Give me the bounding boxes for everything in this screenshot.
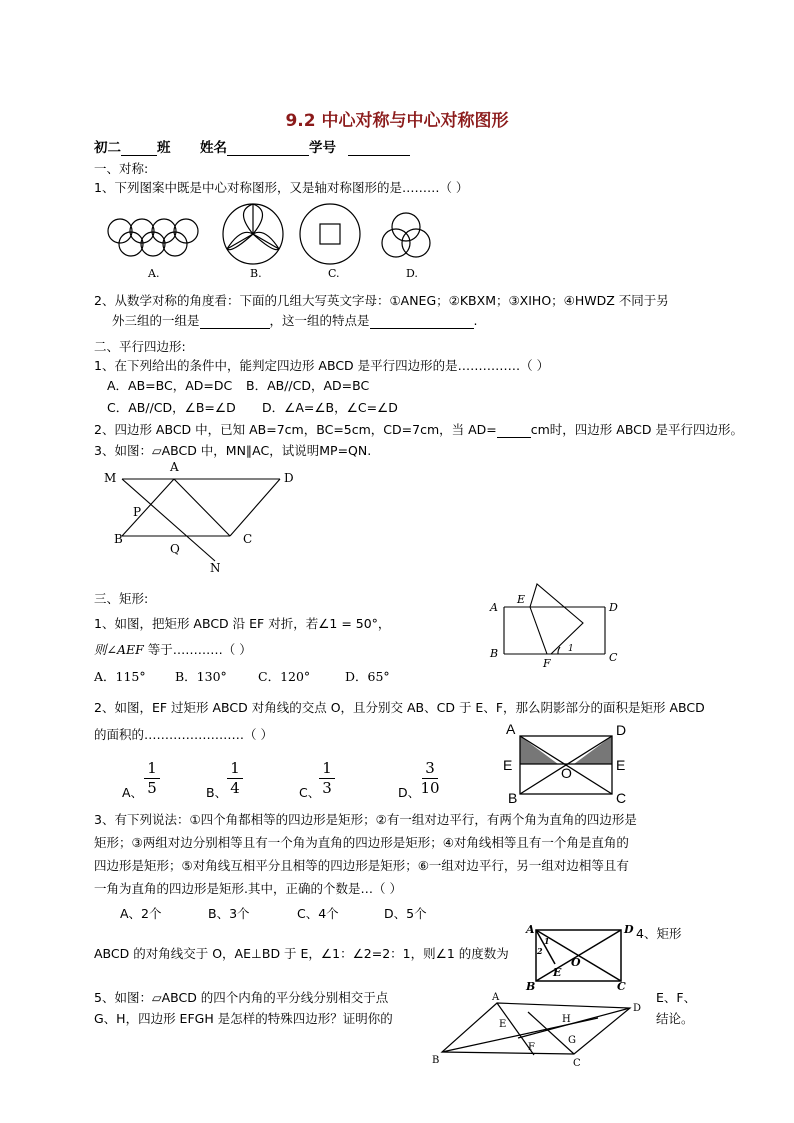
sec2-q1-opt-c: C．AB//CD，∠B=∠D	[107, 400, 236, 415]
frac-c-den: 3	[322, 779, 332, 797]
sec3-q3-line3: 四边形是矩形；⑤对角线互相平分且相等的四边形是矩形；⑥一组对边平行，另一组对边相等且有	[94, 858, 629, 873]
sec2-q1-opt-a: A．AB=BC，AD=DC	[107, 378, 233, 393]
q2-text-a: 外三组的一组是	[112, 313, 200, 328]
q2-opt-b-letter: B、	[206, 785, 228, 800]
diag-label-a: A	[526, 923, 535, 936]
bis-label-d: D	[633, 1003, 642, 1014]
shade-label-e-right: E	[616, 757, 626, 773]
sec3-q5-line2-right: 结论。	[656, 1011, 694, 1026]
section2-heading: 二、平行四边形:	[94, 339, 186, 354]
diag-label-o: O	[571, 956, 581, 969]
shade-label-d: D	[616, 722, 627, 738]
frac-d-den: 10	[420, 779, 440, 797]
q2-opt-d-letter: D、	[398, 785, 421, 800]
sec1-q2-line1: 2、从数学对称的角度看：下面的几组大写英文字母：①ANEG；②KBXM；③XIHO；④HWDZ 不同于另	[94, 293, 669, 308]
diag-label-d: D	[624, 923, 634, 936]
shade-label-b: B	[508, 790, 518, 806]
symmetry-patterns-figure	[104, 203, 444, 265]
sec3-q1-opt-c: C．120°	[258, 669, 311, 684]
fold-label-f: F	[543, 657, 551, 669]
shade-label-c: C	[616, 790, 627, 806]
shade-label-o: O	[561, 765, 572, 781]
sec3-q1-line1: 1、如图，把矩形 ABCD 沿 EF 对折，若∠1 = 50°，	[94, 616, 391, 631]
q2-blank-1[interactable]	[200, 315, 270, 329]
q2-text-c: .	[473, 313, 478, 328]
class-blank[interactable]	[121, 142, 157, 156]
label-n: N	[210, 561, 221, 575]
frac-b-den: 4	[230, 779, 240, 797]
fold-label-1: 1	[568, 644, 574, 654]
sec3-q1-opt-a: A．115°	[94, 669, 146, 684]
q2-text-b: ，这一组的特点是	[269, 313, 370, 328]
sec3-q5-line1-right: E、F、	[656, 990, 697, 1005]
label-q: Q	[170, 542, 180, 556]
class-label: 班	[157, 140, 171, 156]
sec2-q1: 1、在下列给出的条件中，能判定四边形 ABCD 是平行四边形的是……………（ ）	[94, 358, 550, 373]
diag-label-2: 2	[537, 946, 543, 956]
q2-opt-b-fraction	[224, 760, 246, 797]
bis-label-c: C	[573, 1058, 581, 1069]
sec3-q3-line4: 一角为直角的四边形是矩形.其中，正确的个数是…（ ）	[94, 881, 402, 896]
sec2-q2-blank[interactable]	[497, 424, 531, 438]
header-name	[200, 140, 410, 156]
pattern-label-a: A.	[148, 267, 160, 280]
frac-b-num: 1	[230, 759, 240, 777]
trefoil-pattern	[382, 213, 430, 257]
label-p: P	[133, 505, 142, 519]
sec1-q2-line2	[112, 313, 478, 329]
id-label: 学号	[309, 140, 336, 156]
frac-a-den: 5	[147, 779, 157, 797]
sec1-q1: 1、下列图案中既是中心对称图形，又是轴对称图形的是………（ ）	[94, 180, 469, 195]
circle-three-arcs-pattern	[223, 204, 283, 264]
fold-label-b: B	[490, 647, 499, 660]
q2-opt-c-letter: C、	[299, 785, 321, 800]
section1-heading: 一、对称:	[94, 161, 149, 176]
bis-label-g: G	[568, 1035, 576, 1046]
pattern-label-d: D.	[406, 267, 418, 280]
page-title: 9.2 中心对称与中心对称图形	[285, 111, 509, 131]
sec3-q4-line: ABCD 的对角线交于 O，AE⊥BD 于 E，∠1：∠2=2：1，则∠1 的度数为	[94, 946, 509, 961]
rectangle-diagonals-figure	[523, 920, 635, 992]
sec3-q5-line2: G、H，四边形 EFGH 是怎样的特殊四边形？证明你的	[94, 1011, 393, 1026]
sec2-q2	[94, 422, 743, 438]
sec3-q2-line2: 的面积的……………………（ ）	[94, 727, 273, 742]
grade-label: 初二	[94, 140, 121, 156]
shade-label-e-left: E	[503, 757, 513, 773]
folded-rectangle-figure	[485, 583, 635, 669]
bis-label-f: F	[528, 1042, 535, 1053]
shade-label-a: A	[506, 721, 516, 737]
fold-label-a: A	[490, 601, 498, 614]
label-d: D	[284, 471, 294, 485]
name-label: 姓名	[200, 140, 227, 156]
pattern-label-c: C.	[328, 267, 340, 280]
frac-d-num: 3	[425, 759, 435, 777]
coin-square-pattern	[300, 204, 360, 264]
sec3-q3-opt-a: A、2个	[120, 906, 162, 921]
olympic-rings-pattern	[108, 219, 198, 256]
q2-opt-d-fraction	[419, 760, 441, 797]
sec2-q2-text-a: 2、四边形 ABCD 中，已知 AB=7cm，BC=5cm，CD=7cm，当 AD=	[94, 422, 497, 437]
pattern-label-b: B.	[250, 267, 262, 280]
sec3-q3-opt-c: C、4个	[297, 906, 339, 921]
frac-c-num: 1	[322, 759, 332, 777]
bis-label-h: H	[562, 1014, 571, 1025]
name-blank[interactable]	[227, 142, 309, 156]
q2-opt-c-fraction	[316, 760, 338, 797]
bis-label-b: B	[432, 1055, 440, 1066]
shaded-rectangle-figure	[498, 720, 638, 806]
sec3-q1-opt-b: B．130°	[175, 669, 227, 684]
diag-label-b: B	[526, 980, 536, 992]
bis-label-a: A	[492, 992, 500, 1003]
fold-label-c: C	[609, 651, 618, 664]
sec2-q3: 3、如图：▱ABCD 中，MN∥AC，试说明MP=QN.	[94, 443, 372, 458]
sec2-q1-opt-d: D．∠A=∠B，∠C=∠D	[262, 400, 398, 415]
sec3-q1-line2	[94, 642, 252, 658]
angle-aef: 则∠AEF	[94, 642, 144, 657]
diag-label-e: E	[553, 966, 562, 979]
parallelogram-mn-figure	[100, 458, 310, 576]
sec2-q1-opt-b: B．AB//CD，AD=BC	[246, 378, 370, 393]
diag-label-1: 1	[544, 936, 550, 946]
bis-label-e: E	[499, 1019, 507, 1030]
label-m: M	[104, 471, 117, 485]
sec3-q3-line1: 3、有下列说法：①四个角都相等的四边形是矩形；②有一组对边平行，有两个角为直角的四边形是	[94, 812, 637, 827]
angle-bisector-parallelogram-figure	[428, 992, 650, 1070]
sec3-q3-opt-b: B、3个	[208, 906, 250, 921]
frac-a-num: 1	[147, 759, 157, 777]
id-blank[interactable]	[348, 142, 410, 156]
sec3-q1-text: 等于…………（ ）	[143, 642, 252, 657]
sec2-q2-text-b: cm时，四边形 ABCD 是平行四边形。	[530, 422, 744, 437]
sec3-q3-opt-d: D、5个	[384, 906, 427, 921]
q2-opt-a-letter: A、	[122, 785, 144, 800]
header-grade	[94, 140, 171, 156]
section3-heading: 三、矩形:	[94, 591, 149, 606]
sec3-q4-head: 4、矩形	[636, 926, 682, 941]
diag-label-c: C	[617, 980, 626, 992]
label-b: B	[114, 532, 123, 546]
sec3-q2-line1: 2、如图，EF 过矩形 ABCD 对角线的交点 O，且分别交 AB、CD 于 E、F，那么阴影部分的面积是矩形 ABCD	[94, 700, 705, 715]
sec3-q3-line2: 矩形；③两组对边分别相等且有一个角为直角的四边形是矩形；④对角线相等且有一个角是直角的	[94, 835, 629, 850]
q2-blank-2[interactable]	[370, 315, 474, 329]
sec3-q5-line1: 5、如图：▱ABCD 的四个内角的平分线分别相交于点	[94, 990, 389, 1005]
q2-opt-a-fraction	[141, 760, 163, 797]
label-a: A	[170, 460, 179, 474]
fold-label-d: D	[609, 601, 618, 614]
fold-label-e: E	[517, 593, 526, 606]
label-c: C	[243, 532, 253, 546]
sec3-q1-opt-d: D．65°	[345, 669, 390, 684]
